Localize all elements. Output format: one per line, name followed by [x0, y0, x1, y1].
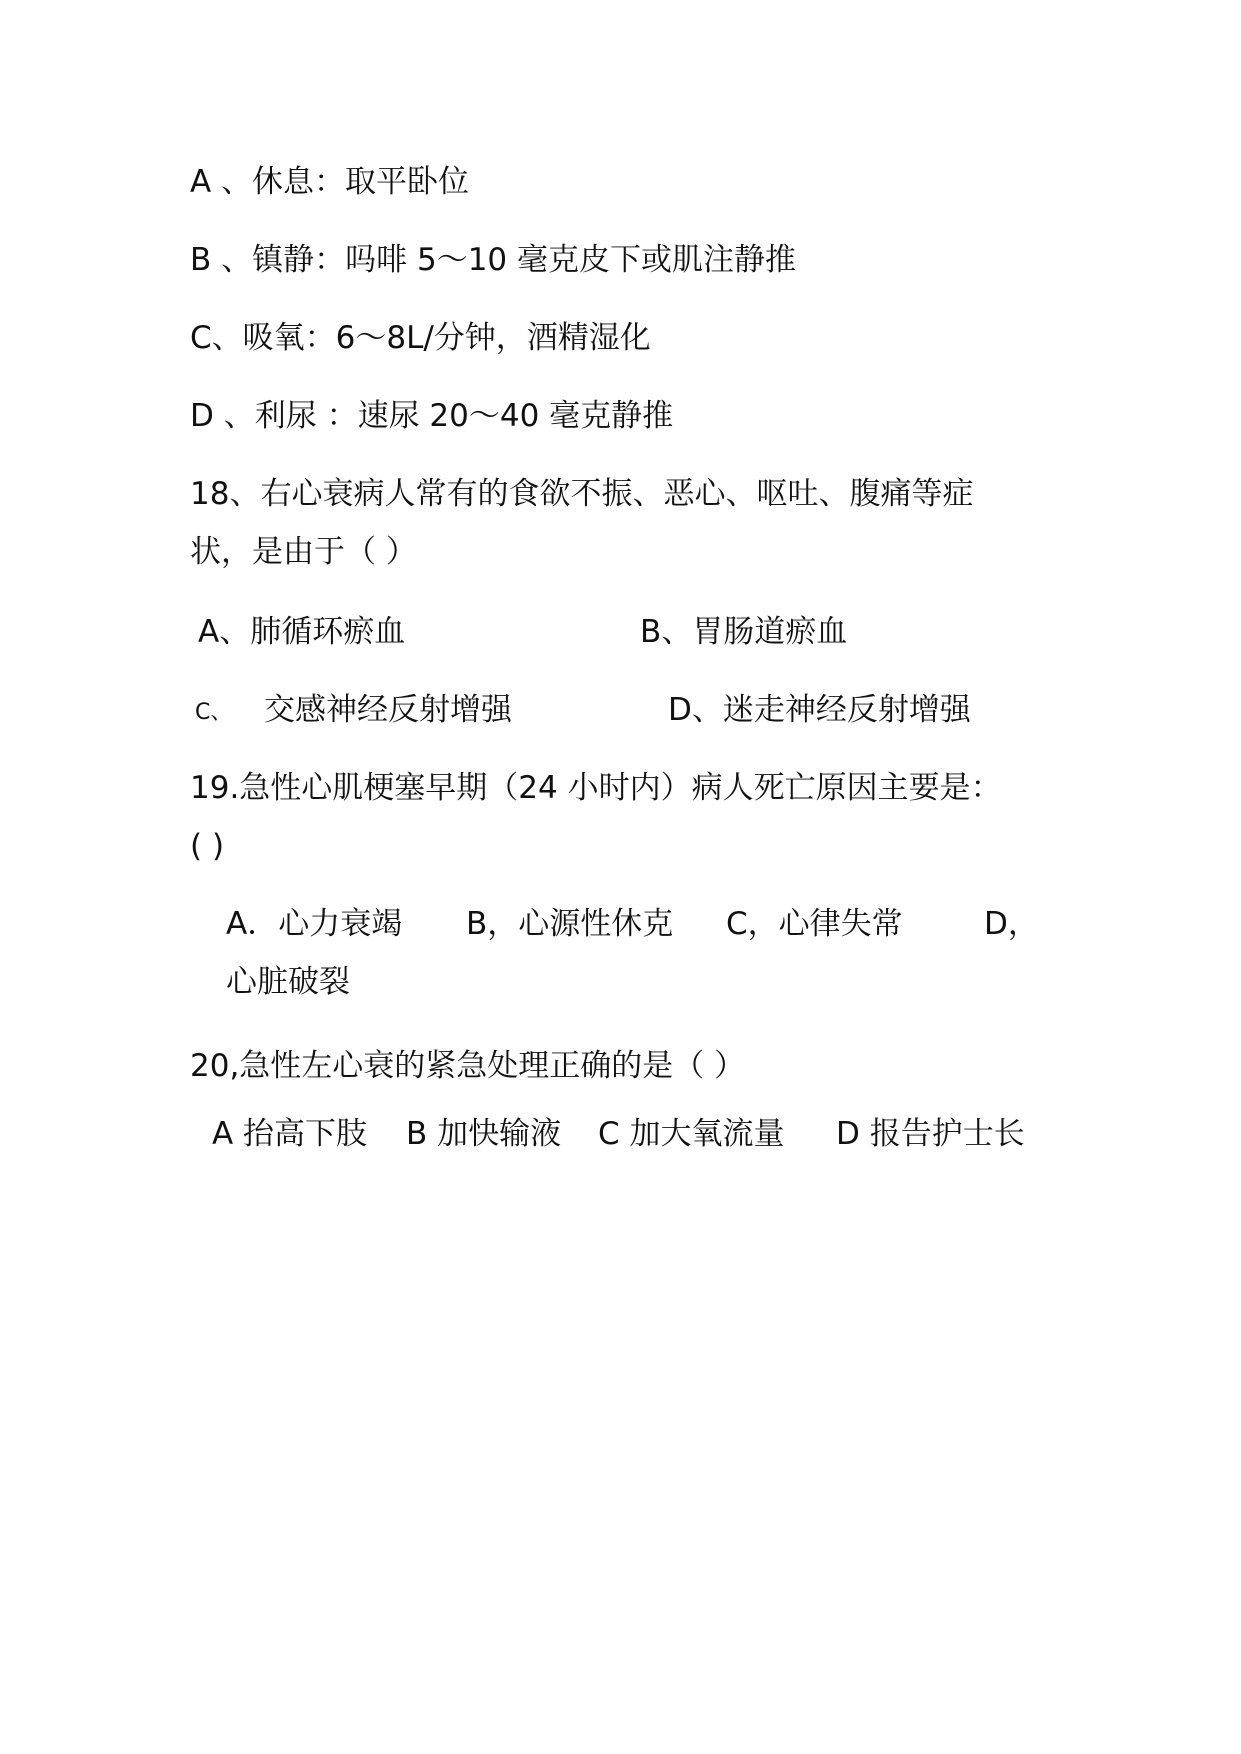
q20-option-c: C 加大氧流量	[598, 1116, 785, 1152]
q20-option-d: D 报告护士长	[836, 1116, 1025, 1152]
q19-question-line2: ( )	[190, 828, 225, 864]
q19-option-d: D，	[984, 906, 1039, 942]
q19-option-b: B，心源性休克	[466, 906, 674, 942]
q19-option-c: C，心律失常	[726, 906, 903, 942]
q18-option-c-text: 交感神经反射增强	[264, 692, 512, 728]
q20-option-a: A 抬高下肢	[212, 1116, 368, 1152]
q17-option-d: D 、利尿 ：速尿 20～40 毫克静推	[190, 398, 674, 434]
q20-option-b: B 加快输液	[406, 1116, 562, 1152]
q18-option-d: D、迷走神经反射增强	[668, 692, 971, 728]
q18-option-a: A、肺循环瘀血	[198, 614, 406, 650]
q17-option-a: A 、休息：取平卧位	[190, 164, 470, 200]
q17-option-c: C、吸氧：6～8L/分钟，酒精湿化	[190, 320, 651, 356]
q17-option-b: B 、镇静：吗啡 5～10 毫克皮下或肌注静推	[190, 242, 796, 278]
q19-option-d-continuation: 心脏破裂	[226, 964, 350, 1000]
q20-question: 20,急性左心衰的紧急处理正确的是（ ）	[190, 1048, 746, 1084]
q18-option-c-letter: C、	[195, 700, 233, 725]
q18-question-line2: 状，是由于（ ）	[190, 534, 417, 570]
q19-option-a: A．心力衰竭	[226, 906, 403, 942]
q18-option-b: B、胃肠道瘀血	[640, 614, 848, 650]
q18-question-line1: 18、右心衰病人常有的食欲不振、恶心、呕吐、腹痛等症	[190, 476, 974, 512]
q19-question-line1: 19.急性心肌梗塞早期（24 小时内）病人死亡原因主要是：	[190, 770, 1002, 806]
